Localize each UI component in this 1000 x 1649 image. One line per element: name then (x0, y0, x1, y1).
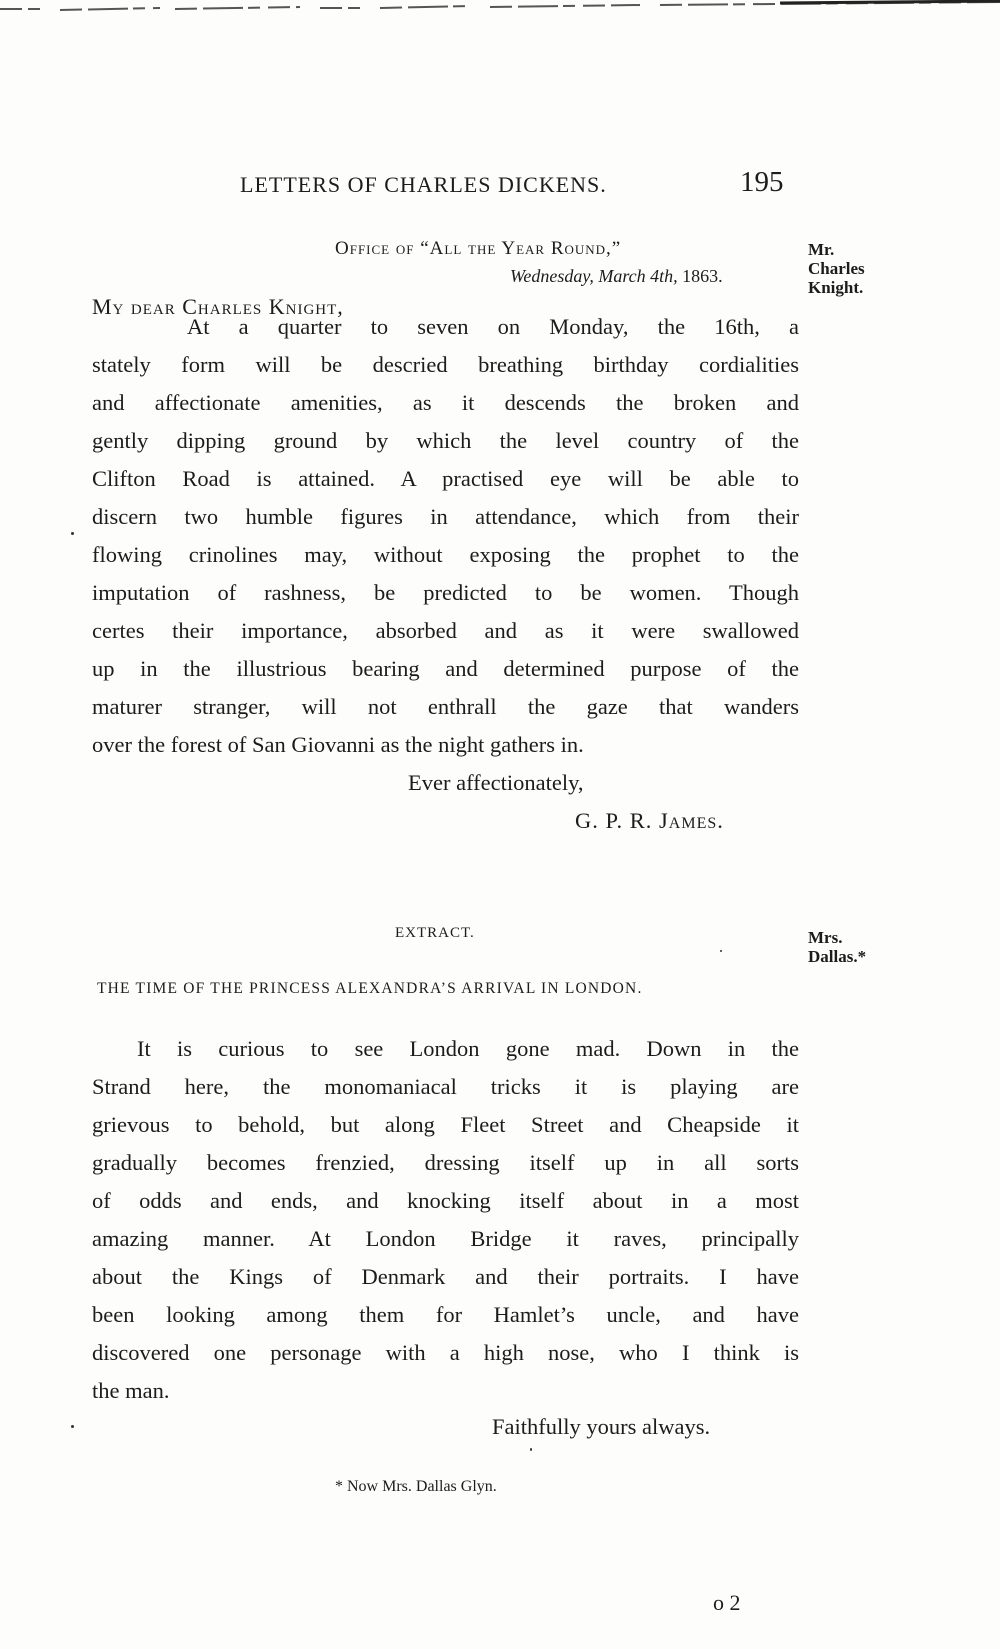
body-line: Clifton Road is attained. A practised eye will be able to (92, 466, 799, 491)
letter-office-line: Office of “All the Year Round,” (335, 238, 622, 259)
margin-note-recipient-1 (808, 240, 865, 297)
body-line: It is curious to see London gone mad. Down in the (137, 1036, 799, 1061)
signature-mark: o 2 (713, 1590, 741, 1615)
body-line: discovered one personage with a high nose, who I think is (92, 1340, 799, 1365)
letter1-closing: Ever affectionately, (408, 770, 584, 795)
margin-note-line: Mrs. (808, 928, 843, 947)
letter-salutation: My dear Charles Knight, (92, 294, 344, 319)
body-line: discern two humble figures in attendance, which from their (92, 504, 799, 529)
letter-year: 1863. (682, 266, 723, 286)
letter2-body (92, 1030, 799, 1410)
body-line: At a quarter to seven on Monday, the 16th, a (187, 314, 799, 339)
scan-speck (530, 1448, 532, 1451)
margin-note-line: Dallas.* (808, 947, 867, 966)
body-line: maturer stranger, will not enthrall the gaze that wanders (92, 694, 799, 719)
letter2-closing: Faithfully yours always. (492, 1414, 711, 1439)
body-line: amazing manner. At London Bridge it raves, principally (92, 1226, 799, 1251)
body-line: over the forest of San Giovanni as the night gathers in. (92, 732, 584, 757)
page-number: 195 (740, 166, 784, 198)
letter1-body (92, 308, 799, 764)
body-line: gradually becomes frenzied, dressing itself up in all sorts (92, 1150, 799, 1175)
body-line: of odds and ends, and knocking itself about in a most (92, 1188, 799, 1213)
extract-label: EXTRACT. (395, 925, 475, 941)
body-line: about the Kings of Denmark and their portraits. I have (92, 1264, 799, 1289)
body-line: Strand here, the monomaniacal tricks it is playing are (92, 1074, 799, 1099)
letter1-signature: G. P. R. James. (575, 808, 724, 833)
scan-speck (71, 1425, 74, 1428)
running-header-title: LETTERS OF CHARLES DICKENS. (240, 172, 607, 197)
scan-speck (720, 950, 722, 952)
footnote: * Now Mrs. Dallas Glyn. (335, 1478, 497, 1495)
body-line: and affectionate amenities, as it descends the broken and (92, 390, 799, 415)
body-line: grievous to behold, but along Fleet Street and Cheapside it (92, 1112, 799, 1137)
body-line: imputation of rashness, be predicted to be women. Though (92, 580, 799, 605)
extract-title: THE TIME OF THE PRINCESS ALEXANDRA’S ARRIVAL IN LONDON. (97, 980, 643, 997)
body-line: certes their importance, absorbed and as it were swallowed (92, 618, 799, 643)
body-line: stately form will be descried breathing birthday cordialities (92, 352, 799, 377)
body-line: the man. (92, 1378, 170, 1403)
letter-dateline (510, 266, 723, 287)
scan-top-edge (0, 0, 1000, 14)
body-line: been looking among them for Hamlet’s uncle, and have (92, 1302, 799, 1327)
body-line: flowing crinolines may, without exposing the prophet to the (92, 542, 799, 567)
body-line: up in the illustrious bearing and determined purpose of the (92, 656, 799, 681)
margin-note-line: Charles (808, 259, 865, 278)
body-line: gently dipping ground by which the level country of the (92, 428, 799, 453)
margin-note-recipient-2 (808, 928, 866, 966)
margin-note-line: Knight. (808, 278, 864, 297)
margin-note-line: Mr. (808, 240, 835, 259)
scan-speck (71, 532, 74, 535)
letter-date: Wednesday, March 4th, (510, 266, 678, 286)
